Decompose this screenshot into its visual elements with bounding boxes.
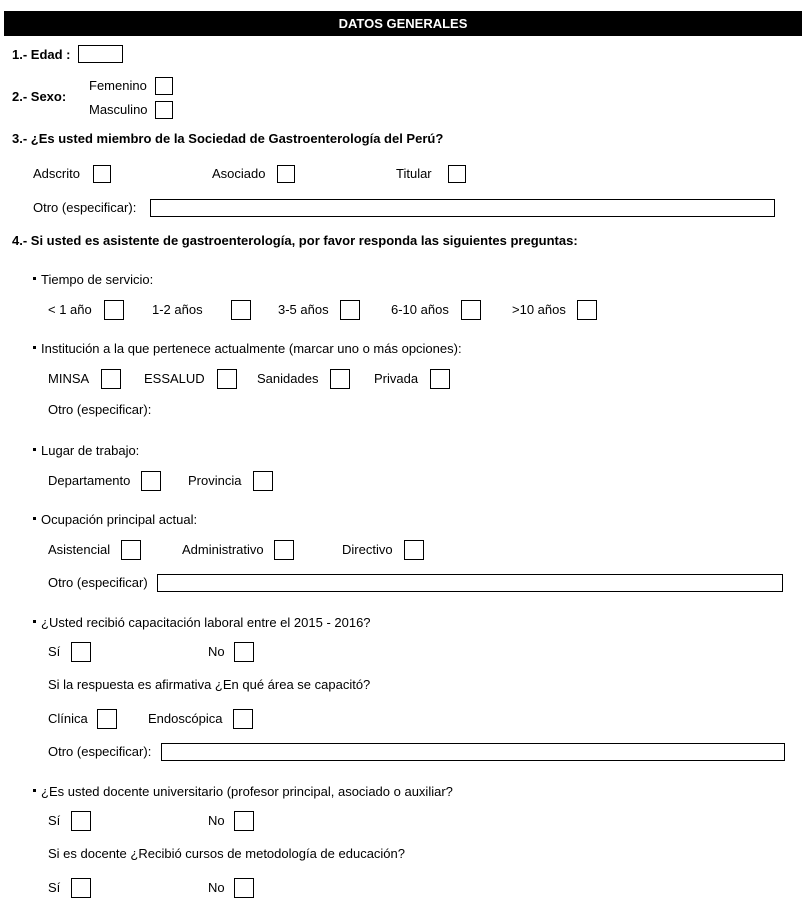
q3-label: 3.- ¿Es usted miembro de la Sociedad de Gastroenterología del Perú? — [12, 131, 444, 146]
capacitacion-followup: Si la respuesta es afirmativa ¿En qué área se capacitó? — [48, 677, 371, 692]
bullet — [33, 277, 36, 280]
q3-other-label: Otro (especificar): — [33, 200, 137, 215]
checkbox-adscrito[interactable] — [93, 165, 111, 183]
checkbox-masculino[interactable] — [155, 101, 173, 119]
checkbox-6-10[interactable] — [461, 300, 481, 320]
checkbox-departamento[interactable] — [141, 471, 161, 491]
q1-label: 1.- Edad : — [12, 47, 71, 62]
option-no: No — [208, 644, 225, 659]
checkbox-provincia[interactable] — [253, 471, 273, 491]
tiempo-label: Tiempo de servicio: — [41, 272, 154, 287]
q3-other-input[interactable] — [150, 199, 775, 217]
checkbox-docente-si[interactable] — [71, 811, 91, 831]
checkbox-endoscopica[interactable] — [233, 709, 253, 729]
lugar-label: Lugar de trabajo: — [41, 443, 140, 458]
option-gt10: >10 años — [512, 302, 566, 317]
age-input[interactable] — [78, 45, 123, 63]
option-no: No — [208, 880, 225, 895]
option-departamento: Departamento — [48, 473, 131, 488]
option-clinica: Clínica — [48, 711, 88, 726]
option-3-5: 3-5 años — [278, 302, 329, 317]
option-si: Sí — [48, 880, 61, 895]
checkbox-privada[interactable] — [430, 369, 450, 389]
capacitacion-label: ¿Usted recibió capacitación laboral entre el 2015 - 2016? — [41, 615, 371, 630]
institucion-other-label: Otro (especificar): — [48, 402, 152, 417]
option-essalud: ESSALUD — [144, 371, 205, 386]
option-masculino: Masculino — [89, 102, 148, 117]
option-si: Sí — [48, 813, 61, 828]
checkbox-clinica[interactable] — [97, 709, 117, 729]
option-6-10: 6-10 años — [391, 302, 449, 317]
option-no: No — [208, 813, 225, 828]
checkbox-metodologia-no[interactable] — [234, 878, 254, 898]
checkbox-asociado[interactable] — [277, 165, 295, 183]
option-minsa: MINSA — [48, 371, 90, 386]
section-header: DATOS GENERALES — [4, 11, 802, 36]
option-asociado: Asociado — [212, 166, 266, 181]
q2-label: 2.- Sexo: — [12, 89, 67, 104]
docente-followup: Si es docente ¿Recibió cursos de metodología de educación? — [48, 846, 405, 861]
bullet — [33, 517, 36, 520]
docente-label: ¿Es usted docente universitario (profesor principal, asociado o auxiliar? — [41, 784, 453, 799]
option-adscrito: Adscrito — [33, 166, 80, 181]
option-privada: Privada — [374, 371, 419, 386]
checkbox-femenino[interactable] — [155, 77, 173, 95]
option-lt1: < 1 año — [48, 302, 92, 317]
bullet — [33, 789, 36, 792]
checkbox-capacitacion-si[interactable] — [71, 642, 91, 662]
checkbox-asistencial[interactable] — [121, 540, 141, 560]
option-provincia: Provincia — [188, 473, 242, 488]
checkbox-gt10[interactable] — [577, 300, 597, 320]
checkbox-minsa[interactable] — [101, 369, 121, 389]
option-endoscopica: Endoscópica — [148, 711, 223, 726]
checkbox-essalud[interactable] — [217, 369, 237, 389]
option-1-2: 1-2 años — [152, 302, 203, 317]
checkbox-administrativo[interactable] — [274, 540, 294, 560]
checkbox-capacitacion-no[interactable] — [234, 642, 254, 662]
checkbox-docente-no[interactable] — [234, 811, 254, 831]
checkbox-lt1[interactable] — [104, 300, 124, 320]
checkbox-sanidades[interactable] — [330, 369, 350, 389]
ocupacion-other-input[interactable] — [157, 574, 783, 592]
option-sanidades: Sanidades — [257, 371, 319, 386]
capacitacion-other-input[interactable] — [161, 743, 785, 761]
checkbox-directivo[interactable] — [404, 540, 424, 560]
ocupacion-other-label: Otro (especificar) — [48, 575, 148, 590]
option-titular: Titular — [396, 166, 432, 181]
q4-label: 4.- Si usted es asistente de gastroenterología, por favor responda las siguientes preguntas: — [12, 233, 578, 248]
bullet — [33, 620, 36, 623]
checkbox-titular[interactable] — [448, 165, 466, 183]
option-femenino: Femenino — [89, 78, 147, 93]
option-si: Sí — [48, 644, 61, 659]
option-administrativo: Administrativo — [182, 542, 264, 557]
institucion-label: Institución a la que pertenece actualmente (marcar uno o más opciones): — [41, 341, 462, 356]
checkbox-metodologia-si[interactable] — [71, 878, 91, 898]
option-asistencial: Asistencial — [48, 542, 111, 557]
bullet — [33, 346, 36, 349]
ocupacion-label: Ocupación principal actual: — [41, 512, 198, 527]
checkbox-3-5[interactable] — [340, 300, 360, 320]
option-directivo: Directivo — [342, 542, 393, 557]
bullet — [33, 448, 36, 451]
capacitacion-other-label: Otro (especificar): — [48, 744, 152, 759]
checkbox-1-2[interactable] — [231, 300, 251, 320]
